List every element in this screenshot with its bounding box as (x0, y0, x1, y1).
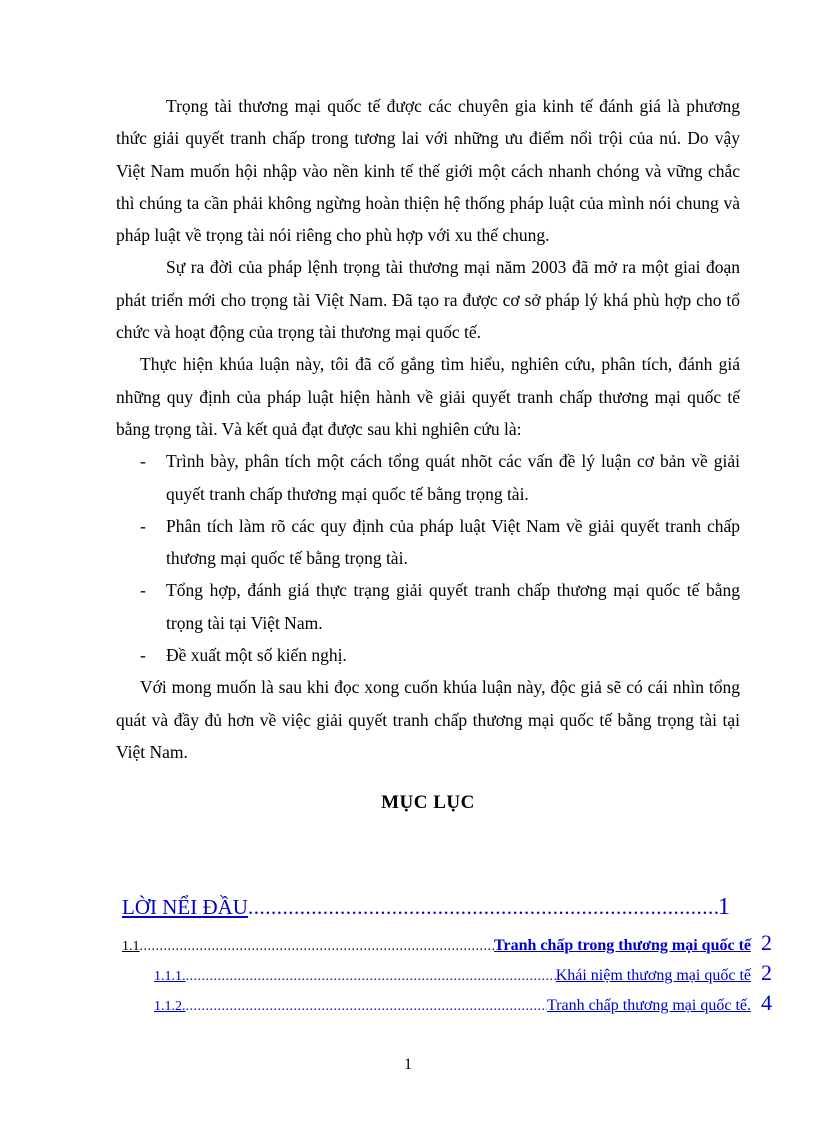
toc-entry-number[interactable]: 1.1 (122, 939, 140, 954)
toc-entry-number[interactable]: 1.1.1. (154, 969, 186, 984)
bullet-text: Đề xuất một số kiến nghị. (166, 645, 347, 666)
toc-entry-preface[interactable] (122, 894, 772, 930)
bullet-marker: - (140, 515, 146, 536)
document-body (116, 90, 740, 814)
toc-entry-label[interactable]: LỜI NỂI ĐẦU (122, 895, 248, 919)
toc-leader-dots (186, 999, 547, 1015)
bullet-marker: - (140, 451, 146, 472)
toc-leader-dots (248, 895, 718, 920)
page-number: 1 (404, 1056, 412, 1073)
bullet-item (116, 445, 740, 510)
toc-entry-1-1[interactable] (122, 930, 772, 960)
toc-leader-dots (140, 939, 494, 955)
toc-page-number[interactable]: 2 (761, 930, 772, 955)
paragraph-ordinance: Sự ra đời của pháp lệnh trọng tài thương mại năm 2003 đã mở ra một giai đoạn phát triển mới cho trọng tài Việt Nam. Đã tạo ra được cơ sở pháp lý khá phù hợp cho tổ chức và hoạt động của trọng tài thương mại quốc tế. (116, 257, 740, 343)
paragraph-research: Thực hiện khúa luận này, tôi đã cố gắng tìm hiểu, nghiên cứu, phân tích, đánh giá những quy định của pháp luật hiện hành về giải quyết tranh chấp thương mại quốc tế bằng trọng tài. Và kết quả đạt được sau khi nghiên cứu là: (116, 354, 740, 439)
bullet-marker: - (140, 580, 146, 601)
toc-entry-title[interactable]: Tranh chấp thương mại quốc tế. (546, 997, 751, 1014)
toc-entry-title[interactable]: Tranh chấp trong thương mại quốc tế (493, 937, 751, 954)
toc-leader-dots (186, 969, 556, 985)
bullet-text: Tổng hợp, đánh giá thực trạng giải quyết tranh chấp thương mại quốc tế bằng trọng tài tại Việt Nam. (166, 580, 740, 633)
toc-entry-1-1-1[interactable] (122, 960, 772, 990)
toc-page-number[interactable]: 4 (761, 990, 772, 1015)
toc-page-number[interactable]: 1 (717, 894, 730, 920)
toc-page-number[interactable]: 2 (761, 960, 772, 985)
paragraph-intro: Trọng tài thương mại quốc tế được các chuyên gia kinh tế đánh giá là phương thức giải quyết tranh chấp trong tương lai với những ưu điểm nổi trội của nú. Do vậy Việt Nam muốn hội nhập vào nền kinh tế thế giới một cách nhanh chóng và vững chắc thì chúng ta cần phải không ngừng hoàn thiện hệ thống pháp luật của mình nói chung và pháp luật về trọng tài nói riêng cho phù hợp với xu thế chung. (116, 96, 740, 246)
bullet-marker: - (140, 645, 146, 666)
bullet-text: Phân tích làm rõ các quy định của pháp luật Việt Nam về giải quyết tranh chấp thương mại quốc tế bằng trọng tài. (166, 515, 740, 569)
bullet-item (116, 639, 740, 671)
toc-entry-1-1-2[interactable] (122, 990, 772, 1020)
paragraph-closing: Với mong muốn là sau khi đọc xong cuốn khúa luận này, độc giả sẽ có cái nhìn tổng quát và đầy đủ hơn về việc giải quyết tranh chấp thương mại quốc tế bằng trọng tài tại Việt Nam. (116, 677, 740, 762)
toc-entry-number[interactable]: 1.1.2. (154, 999, 186, 1014)
bullet-item (116, 510, 740, 575)
table-of-contents (122, 894, 772, 1020)
bullet-item (116, 574, 740, 639)
bullet-text: Trình bày, phân tích một cách tổng quát nhõt các vấn đề lý luận cơ bản về giải quyết tranh chấp thương mại quốc tế bằng trọng tài. (166, 451, 740, 504)
toc-heading: MỤC LỤC (381, 792, 475, 814)
toc-entry-title[interactable]: Khái niệm thương mại quốc tế (555, 967, 751, 984)
